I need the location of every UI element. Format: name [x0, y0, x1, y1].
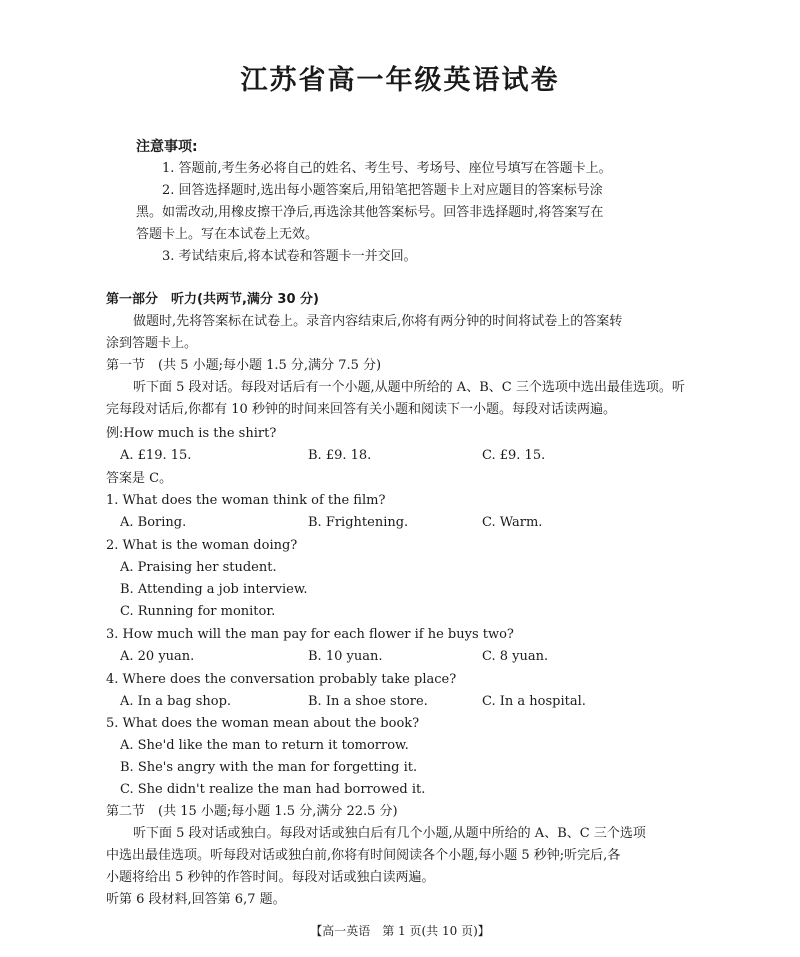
section2-heading: 第二节 (共 15 小题;每小题 1.5 分,满分 22.5 分) [106, 804, 398, 819]
q4-option-b: B. In a shoe store. [308, 694, 428, 709]
section2-instruction: 听下面 5 段对话或独白。每段对话或独白后有几个小题,从题中所给的 A、B、C 三个选项 [133, 826, 646, 841]
question-3: 3. How much will the man pay for each flower if he buys two? [106, 627, 514, 642]
question-1: 1. What does the woman think of the film? [106, 493, 386, 508]
q2-option-c: C. Running for monitor. [120, 604, 276, 619]
q1-option-c: C. Warm. [482, 515, 543, 530]
notice-line: 答题卡上。写在本试卷上无效。 [136, 227, 319, 242]
notice-line: 黑。如需改动,用橡皮擦干净后,再选涂其他答案标号。回答非选择题时,将答案写在 [136, 205, 604, 220]
q4-option-a: A. In a bag shop. [120, 694, 232, 709]
notice-line: 2. 回答选择题时,选出每小题答案后,用铅笔把答题卡上对应题目的答案标号涂 [162, 183, 603, 198]
part1-heading: 第一部分 听力(共两节,满分 30 分) [106, 292, 319, 307]
question-4: 4. Where does the conversation probably take place? [106, 672, 457, 687]
q5-option-a: A. She'd like the man to return it tomorrow. [120, 738, 409, 753]
q2-option-a: A. Praising her student. [120, 560, 277, 575]
q1-option-b: B. Frightening. [308, 515, 409, 530]
question-2: 2. What is the woman doing? [106, 538, 298, 553]
section1-instruction: 完每段对话后,你都有 10 秒钟的时间来回答有关小题和阅读下一小题。每段对话读两遍。 [106, 402, 616, 417]
q3-option-c: C. 8 yuan. [482, 649, 549, 664]
question-5: 5. What does the woman mean about the book? [106, 716, 420, 731]
section2-instruction: 听第 6 段材料,回答第 6,7 题。 [106, 892, 286, 907]
section2-instruction: 中选出最佳选项。听每段对话或独白前,你将有时间阅读各个小题,每小题 5 秒钟;听完后,各 [106, 848, 621, 863]
notice-heading: 注意事项: [136, 139, 198, 155]
section1-heading: 第一节 (共 5 小题;每小题 1.5 分,满分 7.5 分) [106, 358, 382, 373]
example-question: 例:How much is the shirt? [106, 426, 277, 441]
q5-option-c: C. She didn't realize the man had borrowed it. [120, 782, 426, 797]
page-footer: 【高一英语 第 1 页(共 10 页)】 [310, 924, 490, 938]
q3-option-b: B. 10 yuan. [308, 649, 383, 664]
notice-line: 3. 考试结束后,将本试卷和答题卡一并交回。 [162, 249, 417, 264]
example-option-b: B. £9. 18. [308, 448, 372, 463]
q3-option-a: A. 20 yuan. [120, 649, 195, 664]
q5-option-b: B. She's angry with the man for forgetting it. [120, 760, 418, 775]
q1-option-a: A. Boring. [120, 515, 187, 530]
q2-option-b: B. Attending a job interview. [120, 582, 308, 597]
section2-instruction: 小题将给出 5 秒钟的作答时间。每段对话或独白读两遍。 [106, 870, 435, 885]
exam-title: 江苏省高一年级英语试卷 [240, 65, 560, 96]
example-answer: 答案是 C。 [106, 471, 173, 486]
example-option-c: C. £9. 15. [482, 448, 546, 463]
section1-instruction: 听下面 5 段对话。每段对话后有一个小题,从题中所给的 A、B、C 三个选项中选出最佳选项。听 [133, 380, 685, 395]
example-option-a: A. £19. 15. [120, 448, 192, 463]
part1-intro-line: 做题时,先将答案标在试卷上。录音内容结束后,你将有两分钟的时间将试卷上的答案转 [133, 314, 623, 329]
q4-option-c: C. In a hospital. [482, 694, 586, 709]
notice-line: 1. 答题前,考生务必将自己的姓名、考生号、考场号、座位号填写在答题卡上。 [162, 161, 612, 176]
part1-intro-line: 涂到答题卡上。 [106, 336, 198, 351]
